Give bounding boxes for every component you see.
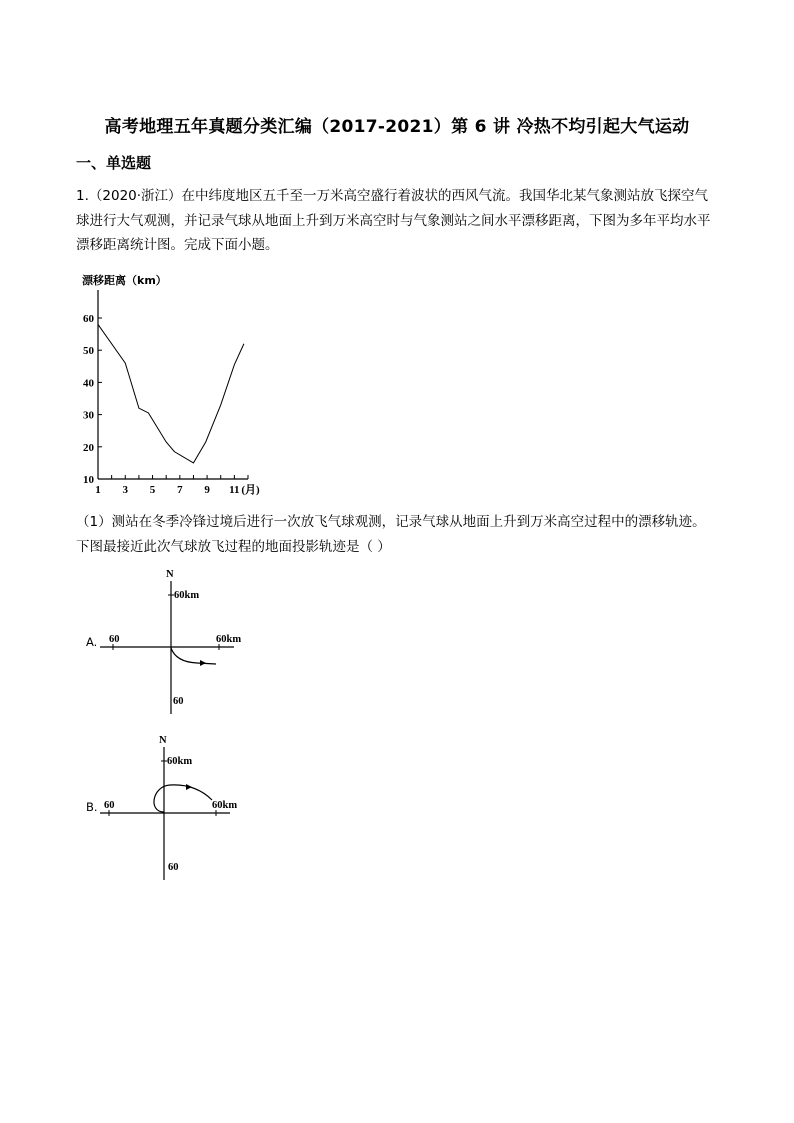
arrow-icon [186, 784, 192, 790]
option-a-trajectory [171, 648, 216, 664]
chart-ylabel: 漂移距离（km） [82, 274, 167, 287]
option-b-trajectory [154, 785, 212, 812]
option-b-north: N [159, 735, 167, 746]
question-stem: 在中纬度地区五千至一万米高空盛行着波状的西风气流。我国华北某气象测站放飞探空气球进行大气观测，并记录气球从地面上升到万米高空时与气象测站之间水平漂移距离，下图为多年平均水平漂移距离统计图。完成下面小题。 [76, 188, 711, 253]
page-title: 高考地理五年真题分类汇编（2017-2021）第 6 讲 冷热不均引起大气运动 [104, 117, 690, 137]
question-1-sub-1 [76, 510, 718, 559]
arrow-icon [200, 660, 206, 666]
option-b-right-label: 60km [212, 800, 238, 811]
question-number: 1. [76, 188, 89, 204]
question-1 [76, 184, 718, 258]
chart-y-tick-label: 50 [83, 345, 94, 358]
chart-x-tick-label: 1 [95, 484, 101, 496]
option-a-diagram[interactable] [82, 562, 262, 722]
chart-x-tick-label: 3 [122, 484, 129, 496]
option-a-letter: A. [86, 635, 98, 649]
chart-y-tick-label: 10 [83, 474, 94, 486]
option-a-left-label: 60 [109, 634, 120, 645]
option-b-diagram[interactable] [82, 728, 262, 888]
chart-y-tick-label: 40 [83, 377, 94, 390]
option-b-left-label: 60 [104, 800, 115, 811]
chart-y-tick-label: 60 [83, 313, 94, 325]
chart-x-tick-label: 7 [177, 484, 183, 496]
option-b-letter: B. [86, 800, 98, 814]
option-a-north: N [166, 569, 174, 580]
chart-x-unit: (月) [241, 484, 260, 496]
option-b-bottom-label: 60 [168, 862, 179, 873]
chart-x-tick-label: 9 [204, 484, 210, 496]
chart-series-line [98, 324, 244, 462]
sub-question-text: （1）测站在冬季冷锋过境后进行一次放飞气球观测，记录气球从地面上升到万米高空过程中的漂移轨迹。下图最接近此次气球放飞过程的地面投影轨迹是（ ） [76, 514, 706, 555]
chart-x-tick-label: 11 [229, 484, 240, 496]
option-a-top-label: 60km [174, 590, 200, 601]
option-a-bottom-label: 60 [173, 696, 184, 707]
chart-x-tick-label: 5 [149, 484, 156, 496]
chart-y-tick-label: 20 [83, 441, 94, 454]
question-source: （2020·浙江） [88, 188, 182, 204]
section-heading: 一、单选题 [76, 154, 152, 172]
option-b-top-label: 60km [167, 756, 193, 767]
chart-y-tick-label: 30 [83, 409, 94, 422]
option-a-right-label: 60km [216, 634, 242, 645]
